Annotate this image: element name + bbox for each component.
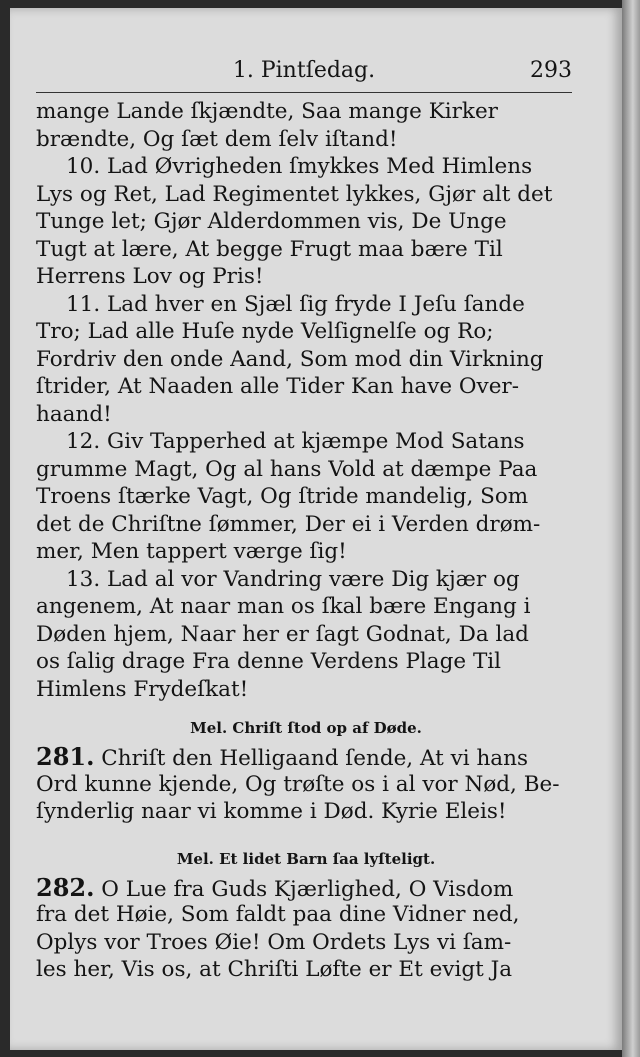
text-line: ſynderlig naar vi komme i Død. Kyrie Eleis! bbox=[36, 799, 507, 824]
text-line: Herrens Lov og Pris! bbox=[36, 264, 264, 289]
melody-line-282: Mel. Et lidet Barn ſaa lyſteligt. bbox=[176, 849, 436, 868]
text-line: Tunge let; Gjør Alderdommen vis, De Unge bbox=[36, 209, 507, 234]
page-number: 293 bbox=[530, 58, 572, 83]
hymn-281-first-line bbox=[36, 743, 576, 771]
text-line: les her, Vis os, at Chriſti Løfte er Et evigt Ja bbox=[36, 957, 513, 982]
text-line: det de Chriſtne ſømmer, Der ei i Verden drøm- bbox=[36, 511, 541, 537]
verse-12-start: 12. Giv Tapperhed at kjæmpe Mod Satans bbox=[66, 429, 525, 454]
text-line: fra det Høie, Som faldt paa dine Vidner ned, bbox=[36, 902, 520, 927]
page-title: 1. Pintſedag. bbox=[232, 58, 376, 83]
text-line: grumme Magt, Og al hans Vold at dæmpe Paa bbox=[36, 456, 538, 482]
page-edge bbox=[622, 0, 640, 1057]
text-line: Fordriv den onde Aand, Som mod din Virkning bbox=[36, 346, 544, 372]
hymn-282-first-line bbox=[36, 874, 576, 902]
text-line: Tugt at lære, At begge Frugt maa bære Til bbox=[36, 236, 503, 262]
text-line: brændte, Og ſæt dem ſelv iſtand! bbox=[36, 126, 398, 152]
verse-11-start: 11. Lad hver en Sjæl ſig fryde I Jeſu ſande bbox=[66, 291, 525, 317]
verse-10-start: 10. Lad Øvrigheden ſmykkes Med Himlens bbox=[66, 154, 533, 179]
text-line: Døden hjem, Naar her er ſagt Godnat, Da lad bbox=[36, 621, 529, 647]
text-line: os ſalig drage Fra denne Verdens Plage Til bbox=[36, 649, 502, 674]
text-line: Troens ſtærke Vagt, Og ſtride mandelig, Som bbox=[36, 484, 529, 509]
verse-13-start: 13. Lad al vor Vandring være Dig kjær og bbox=[66, 566, 520, 592]
text-line: Ord kunne kjende, Og trøſte os i al vor Nød, Be- bbox=[36, 771, 560, 797]
text-line: Tro; Lad alle Huſe nyde Velſignelſe og Ro; bbox=[36, 319, 494, 344]
hymn-281-text: Chriſt den Helligaand ſende, At vi hans bbox=[101, 746, 529, 771]
hymn-number-281: 281. bbox=[36, 742, 95, 771]
text-line: angenem, At naar man os ſkal bære Engang i bbox=[36, 594, 531, 619]
text-line: mange Lande ſkjændte, Saa mange Kirker bbox=[36, 99, 498, 124]
hymn-number-282: 282. bbox=[36, 872, 95, 902]
melody-line-281: Mel. Chriſt ſtod op af Døde. bbox=[190, 719, 422, 737]
text-line: Himlens Frydeſkat! bbox=[36, 676, 249, 702]
text-line: ſtrider, At Naaden alle Tider Kan have Over- bbox=[36, 374, 519, 399]
text-line: haand! bbox=[36, 401, 112, 427]
text-line: Lys og Ret, Lad Regimentet lykkes, Gjør alt det bbox=[36, 181, 553, 207]
text-line: mer, Men tappert værge ſig! bbox=[36, 539, 347, 564]
running-header bbox=[36, 58, 572, 93]
text-line: Oplys vor Troes Øie! Om Ordets Lys vi ſam- bbox=[36, 929, 512, 955]
hymn-282-text: O Lue fra Guds Kjærlighed, O Visdom bbox=[101, 876, 514, 902]
hymn-text bbox=[36, 98, 576, 984]
